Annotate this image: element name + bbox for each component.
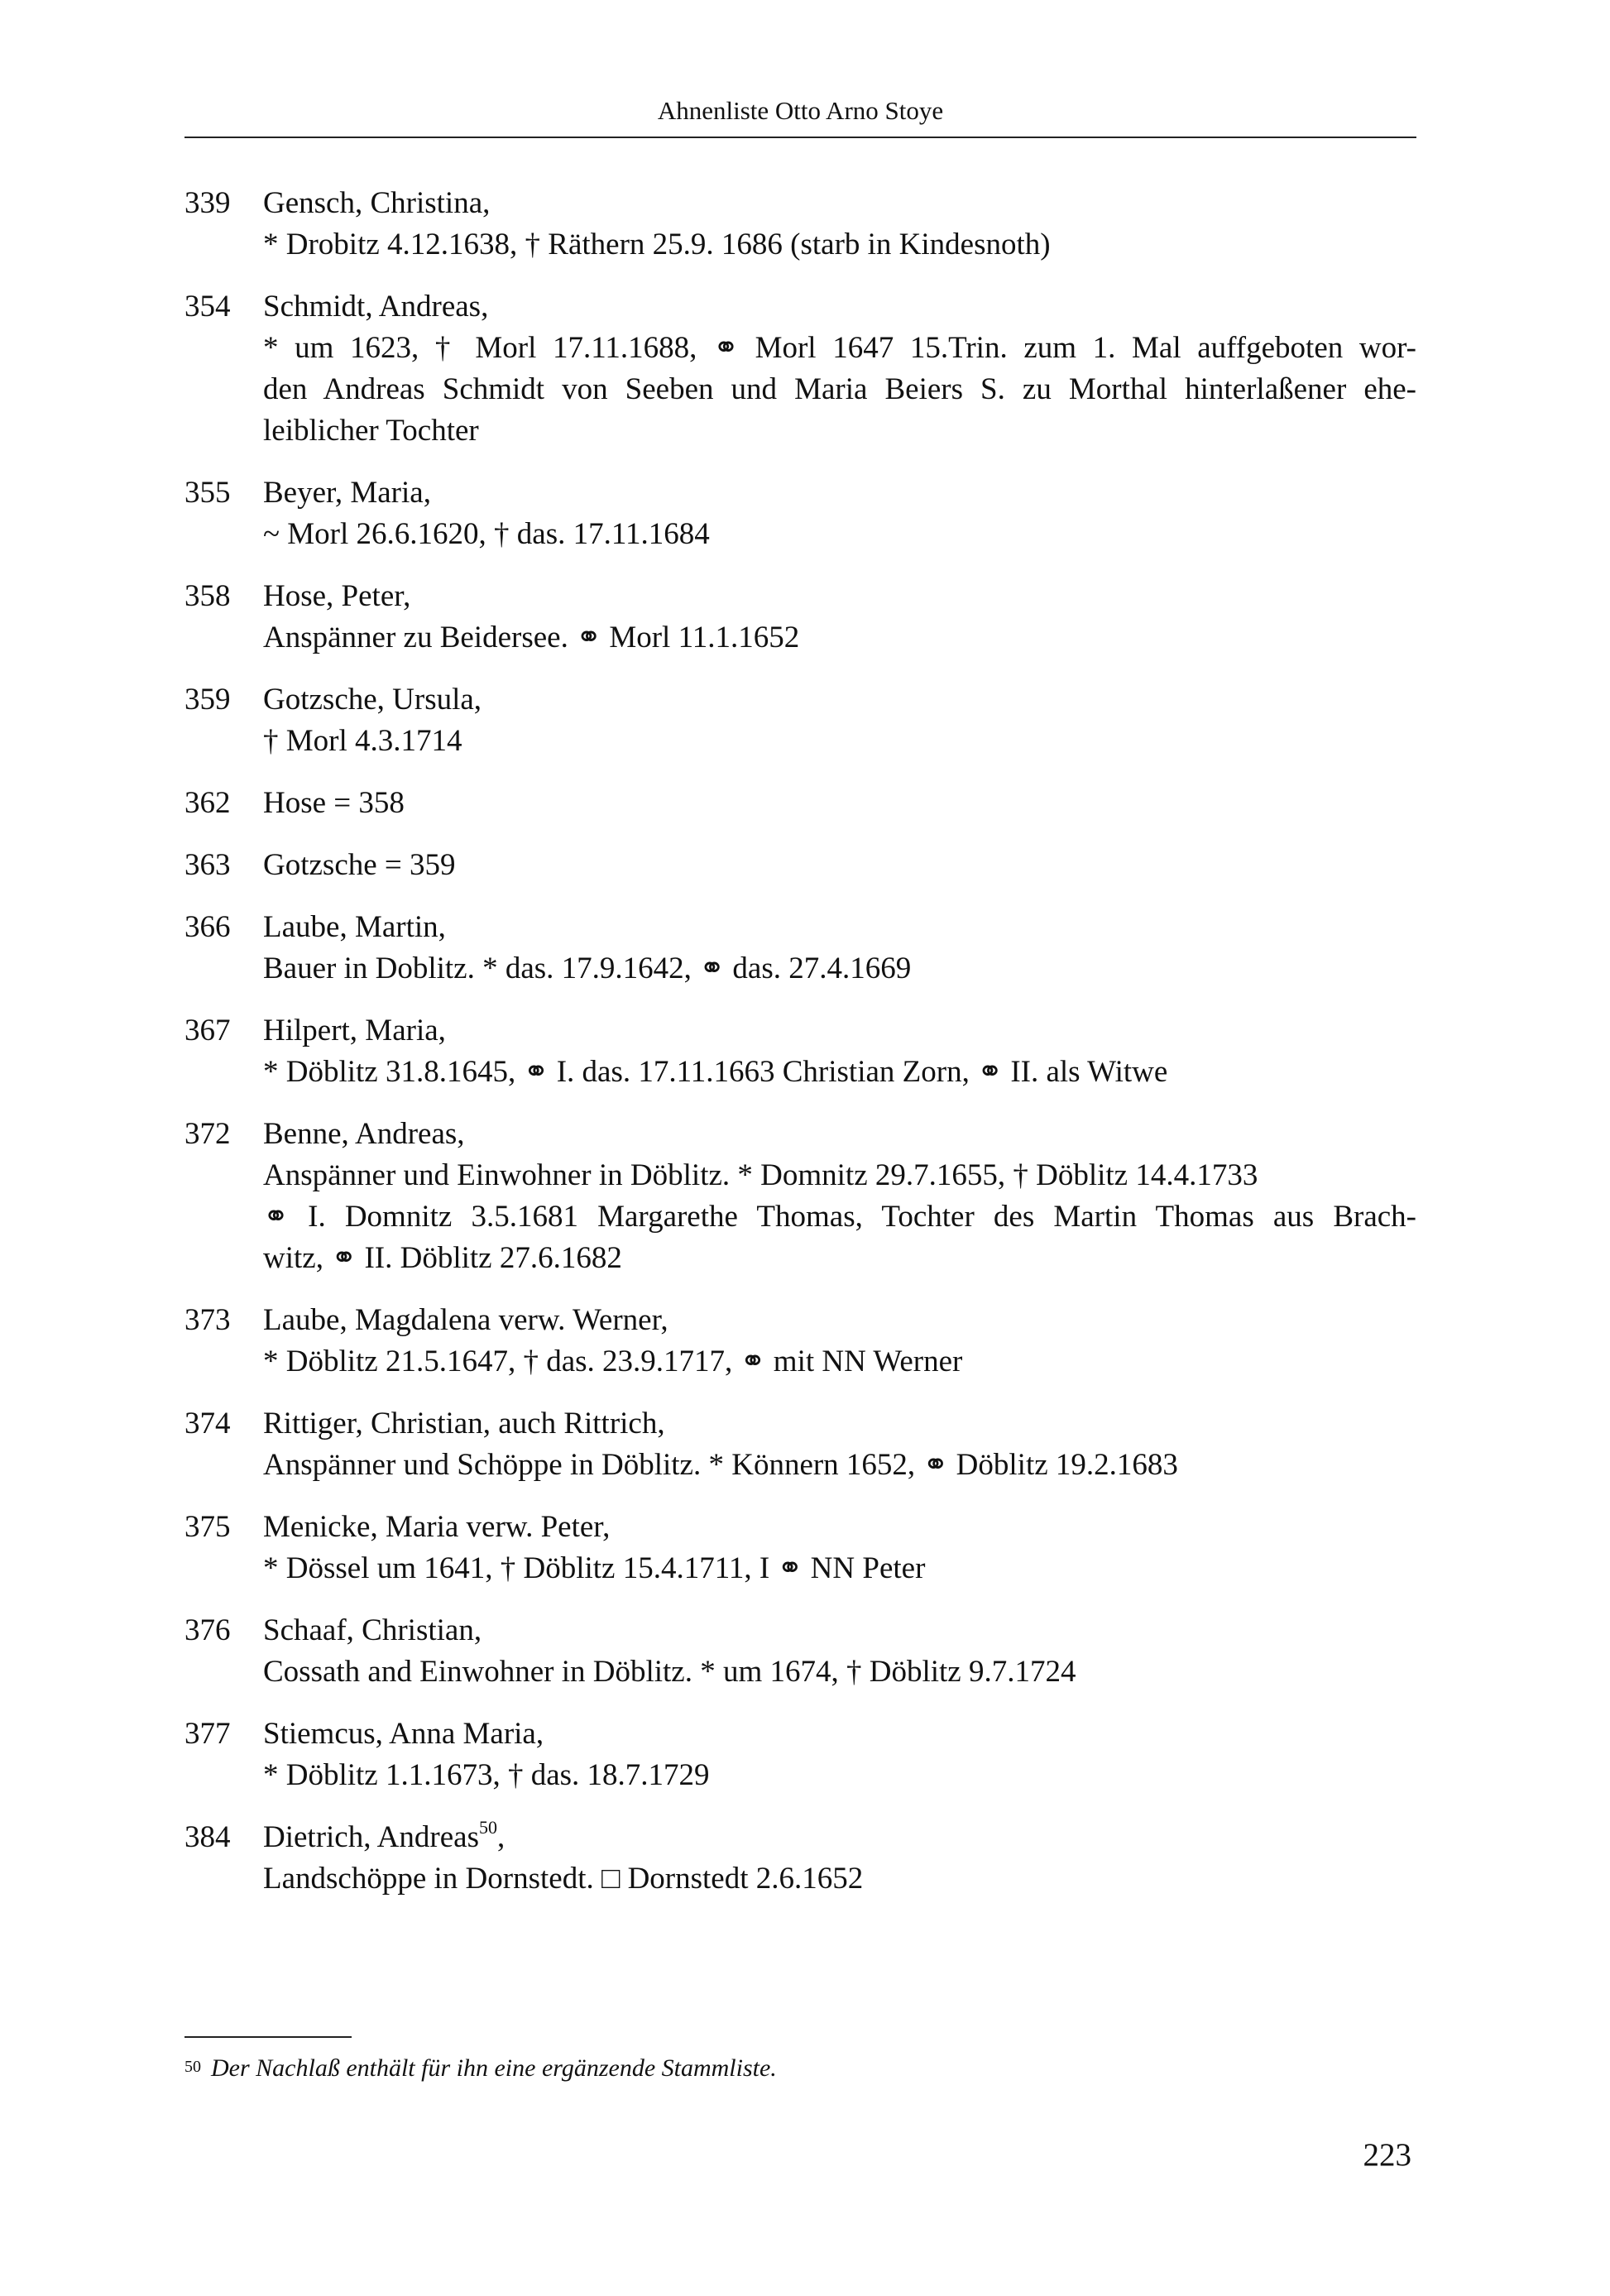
- entry-name: Hose = 358: [263, 786, 405, 820]
- entry-details: † Morl 4.3.1714: [263, 724, 462, 758]
- entry-details: Anspänner und Einwohner in Döblitz. * Domnitz 29.7.1655, † Döblitz 14.4.1733: [263, 1158, 1258, 1192]
- entry-number: 362: [184, 786, 231, 820]
- entry-name: Hose, Peter,: [263, 579, 411, 613]
- footnote-rule: [184, 2036, 352, 2038]
- ancestor-entry-374: [184, 1403, 1416, 1486]
- entry-details: * Döblitz 31.8.1645, ⚭ I. das. 17.11.1663 Christian Zorn, ⚭ II. als Witwe: [263, 1055, 1168, 1089]
- entry-number: 354: [184, 290, 231, 324]
- entry-details: ~ Morl 26.6.1620, † das. 17.11.1684: [263, 517, 710, 551]
- ancestor-entry-363: [184, 845, 1416, 886]
- entry-name: Menicke, Maria verw. Peter,: [263, 1510, 611, 1544]
- entry-details: * Dössel um 1641, † Döblitz 15.4.1711, I ⚭ NN Peter: [263, 1551, 926, 1585]
- header-rule: [184, 137, 1416, 138]
- entry-number: 367: [184, 1014, 231, 1047]
- entry-details: Anspänner und Schöppe in Döblitz. * Könnern 1652, ⚭ Döblitz 19.2.1683: [263, 1448, 1178, 1482]
- entry-name: Laube, Martin,: [263, 910, 446, 944]
- entry-name-text: Dietrich, Andreas: [263, 1820, 479, 1854]
- ancestor-entry-384: [184, 1817, 1416, 1900]
- entry-name: Rittiger, Christian, auch Rittrich,: [263, 1407, 665, 1440]
- entry-name: Gensch, Christina,: [263, 186, 491, 220]
- ancestor-entry-372: [184, 1114, 1416, 1279]
- entry-details: * Döblitz 1.1.1673, † das. 18.7.1729: [263, 1758, 710, 1792]
- entry-number: 339: [184, 186, 231, 220]
- footnote-reference[interactable]: 50: [478, 1817, 497, 1838]
- entry-details: witz, ⚭ II. Döblitz 27.6.1682: [263, 1241, 622, 1275]
- entry-details: leiblicher Tochter: [263, 414, 479, 448]
- ancestor-entry-375: [184, 1507, 1416, 1589]
- entry-number: 359: [184, 683, 231, 717]
- entry-number: 377: [184, 1717, 231, 1751]
- ancestor-entry-354: [184, 286, 1416, 452]
- entry-name: Benne, Andreas,: [263, 1117, 465, 1151]
- entry-number: 376: [184, 1613, 231, 1647]
- entry-details: * um 1623, † Morl 17.11.1688, ⚭ Morl 1647 15.Trin. zum 1. Mal auffgeboten wor-: [263, 331, 1416, 365]
- entry-name: [263, 1817, 1416, 1858]
- ancestor-entry-355: [184, 472, 1416, 555]
- ancestor-entry-376: [184, 1610, 1416, 1693]
- ancestor-entry-359: [184, 679, 1416, 762]
- ancestor-entry-339: [184, 183, 1416, 266]
- entry-name: Gotzsche, Ursula,: [263, 683, 482, 717]
- entry-number: 366: [184, 910, 231, 944]
- ancestor-list: [184, 183, 1416, 1920]
- footnote-marker: 50: [184, 2058, 201, 2076]
- entry-name: Stiemcus, Anna Maria,: [263, 1717, 544, 1751]
- entry-name: Schaaf, Christian,: [263, 1613, 482, 1647]
- ancestor-entry-377: [184, 1714, 1416, 1796]
- entry-details: Anspänner zu Beidersee. ⚭ Morl 11.1.1652: [263, 621, 800, 654]
- ancestor-entry-373: [184, 1300, 1416, 1383]
- entry-number: 355: [184, 476, 231, 510]
- ancestor-entry-366: [184, 907, 1416, 990]
- entry-name: Gotzsche = 359: [263, 848, 456, 882]
- entry-details: den Andreas Schmidt von Seeben und Maria Beiers S. zu Morthal hinterlaßener ehe-: [263, 372, 1416, 406]
- entry-number: 358: [184, 579, 231, 613]
- entry-number: 374: [184, 1407, 231, 1440]
- footnote: [184, 2054, 777, 2083]
- page-number: 223: [1363, 2137, 1411, 2173]
- entry-number: 384: [184, 1820, 231, 1854]
- entry-name-suffix: ,: [496, 1820, 506, 1854]
- entry-number: 363: [184, 848, 231, 882]
- running-title: Ahnenliste Otto Arno Stoye: [657, 96, 944, 125]
- ancestor-entry-367: [184, 1010, 1416, 1093]
- entry-name: Laube, Magdalena verw. Werner,: [263, 1303, 668, 1337]
- entry-number: 373: [184, 1303, 231, 1337]
- entry-details: ⚭ I. Domnitz 3.5.1681 Margarethe Thomas, Tochter des Martin Thomas aus Brach-: [263, 1200, 1416, 1234]
- entry-name: Schmidt, Andreas,: [263, 290, 489, 324]
- ancestor-entry-362: [184, 783, 1416, 824]
- entry-details: Bauer in Doblitz. * das. 17.9.1642, ⚭ das. 27.4.1669: [263, 951, 912, 985]
- ancestor-entry-358: [184, 576, 1416, 659]
- entry-details: * Döblitz 21.5.1647, † das. 23.9.1717, ⚭ mit NN Werner: [263, 1345, 963, 1378]
- entry-name: Hilpert, Maria,: [263, 1014, 446, 1047]
- entry-details: Cossath and Einwohner in Döblitz. * um 1674, † Döblitz 9.7.1724: [263, 1655, 1076, 1689]
- footnote-text: Der Nachlaß enthält für ihn eine ergänzende Stammliste.: [211, 2054, 777, 2082]
- entry-name: Beyer, Maria,: [263, 476, 431, 510]
- entry-details: * Drobitz 4.12.1638, † Räthern 25.9. 1686 (starb in Kindesnoth): [263, 228, 1051, 261]
- entry-number: 375: [184, 1510, 231, 1544]
- entry-details: Landschöppe in Dornstedt. □ Dornstedt 2.6.1652: [263, 1862, 864, 1896]
- entry-number: 372: [184, 1117, 231, 1151]
